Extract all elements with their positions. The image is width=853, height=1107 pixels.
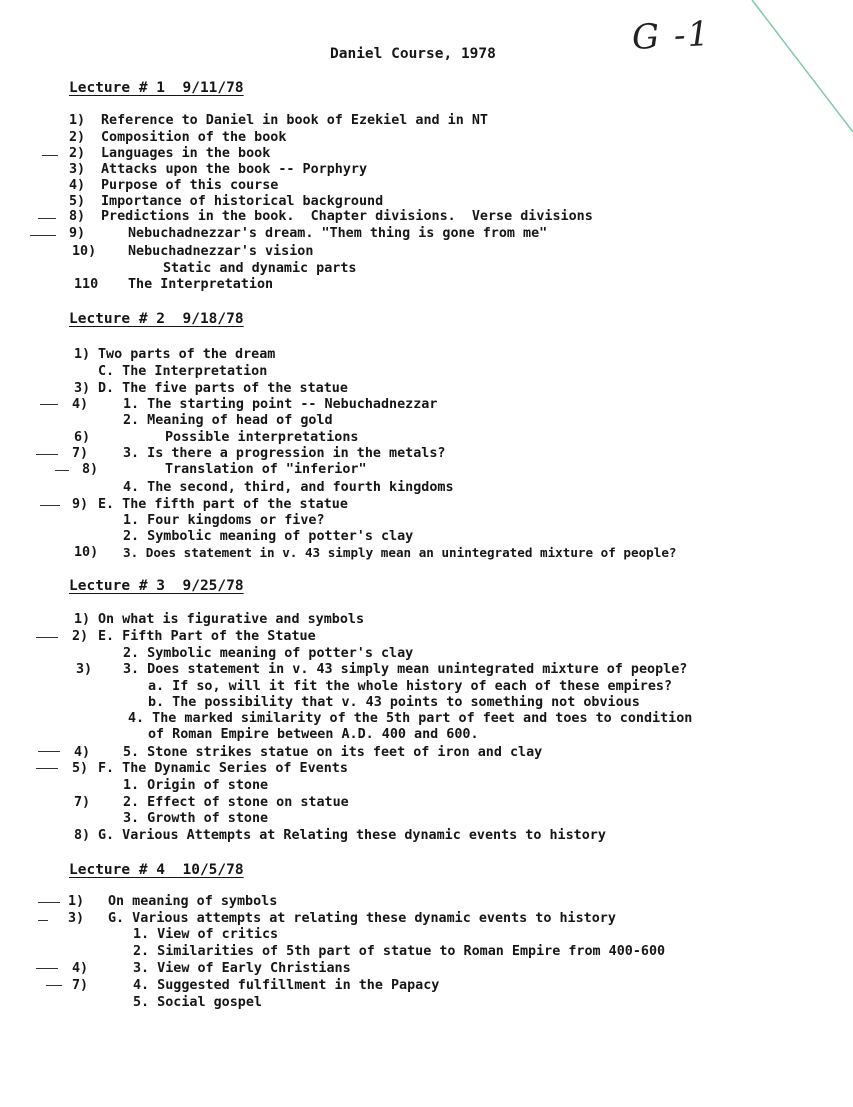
lecture-4-item: 5. Social gospel	[133, 995, 262, 1010]
lecture-3-item: a. If so, will it fit the whole history of each of these empires?	[148, 679, 673, 694]
lecture-1-item: Predictions in the book. Chapter divisions. Verse divisions	[101, 209, 593, 224]
lecture-2-item-number: 1)	[74, 347, 91, 362]
lecture-2-item: 3. Is there a progression in the metals?	[123, 446, 446, 461]
lecture-2-item: Two parts of the dream	[98, 347, 276, 362]
lecture-1-heading: Lecture # 1 9/11/78	[69, 80, 244, 96]
lecture-3-item-number: 5)	[72, 761, 89, 776]
lecture-1-item: Nebuchadnezzar's dream. "Them thing is gone from me"	[128, 226, 548, 241]
lecture-4-item: 3. View of Early Christians	[133, 961, 351, 976]
lecture-1-item-number: 3)	[69, 162, 86, 177]
lecture-3-item: 3. Does statement in v. 43 simply mean unintegrated mixture of people?	[123, 662, 688, 677]
lecture-3-item-number: 4)	[74, 745, 91, 760]
lecture-4-item-number: 7)	[72, 978, 89, 993]
lecture-1-item: Composition of the book	[101, 130, 287, 145]
lecture-4-heading: Lecture # 4 10/5/78	[69, 862, 244, 878]
lecture-1-item: Nebuchadnezzar's vision	[128, 244, 314, 259]
lecture-2-item: 2. Meaning of head of gold	[123, 413, 333, 428]
lecture-2-item-number: 9)	[72, 497, 89, 512]
lecture-3-item: G. Various Attempts at Relating these dynamic events to history	[98, 828, 606, 843]
lecture-3-item: 3. Growth of stone	[123, 811, 269, 826]
lecture-4-item: 1. View of critics	[133, 927, 279, 942]
lecture-1-item-number: 110	[74, 277, 99, 292]
margin-tick	[38, 902, 60, 903]
margin-tick	[40, 404, 58, 405]
lecture-3-item: 2. Effect of stone on statue	[123, 795, 349, 810]
lecture-1-item-number: 10)	[72, 244, 97, 259]
lecture-3-heading: Lecture # 3 9/25/78	[69, 578, 244, 594]
margin-tick	[38, 751, 60, 752]
lecture-1-item: Importance of historical background	[101, 194, 384, 209]
lecture-3-item-number: 3)	[76, 662, 93, 677]
lecture-2-item: Translation of "inferior"	[165, 462, 367, 477]
lecture-2-item: 3. Does statement in v. 43 simply mean an unintegrated mixture of people?	[123, 545, 677, 560]
lecture-2-item: 1. The starting point -- Nebuchadnezzar	[123, 397, 438, 412]
handwritten-mark: G -1	[631, 13, 713, 59]
lecture-4-item-number: 3)	[68, 911, 85, 926]
lecture-1-item-number: 2)	[69, 146, 86, 161]
lecture-1-item: The Interpretation	[128, 277, 274, 292]
lecture-4-item-number: 1)	[68, 894, 85, 909]
lecture-1-item-number: 4)	[69, 178, 86, 193]
lecture-2-item-number: 10)	[74, 545, 99, 560]
lecture-1-item: Static and dynamic parts	[163, 261, 357, 276]
lecture-2-item: 4. The second, third, and fourth kingdoms	[123, 480, 454, 495]
margin-tick	[55, 470, 69, 471]
lecture-2-item: D. The five parts of the statue	[98, 381, 348, 396]
lecture-1-item-number: 1)	[69, 113, 86, 128]
lecture-4-item: 4. Suggested fulfillment in the Papacy	[133, 978, 440, 993]
lecture-2-item-number: 4)	[72, 397, 89, 412]
margin-tick	[40, 505, 60, 506]
lecture-3-item: 2. Symbolic meaning of potter's clay	[123, 646, 414, 661]
lecture-1-item: Attacks upon the book -- Porphyry	[101, 162, 368, 177]
lecture-2-item: C. The Interpretation	[98, 364, 268, 379]
lecture-3-item-number: 2)	[72, 629, 89, 644]
lecture-2-item-number: 7)	[72, 446, 89, 461]
margin-tick	[38, 920, 48, 921]
lecture-4-item: 2. Similarities of 5th part of statue to Roman Empire from 400-600	[133, 944, 666, 959]
lecture-3-item: 1. Origin of stone	[123, 778, 269, 793]
margin-tick	[30, 235, 56, 236]
margin-tick	[36, 768, 58, 769]
document-title: Daniel Course, 1978	[330, 46, 496, 62]
margin-tick	[42, 155, 58, 156]
lecture-3-item: F. The Dynamic Series of Events	[98, 761, 348, 776]
lecture-1-item-number: 5)	[69, 194, 86, 209]
lecture-2-item: E. The fifth part of the statue	[98, 497, 348, 512]
margin-tick	[36, 637, 58, 638]
lecture-2-item-number: 8)	[82, 462, 99, 477]
lecture-2-item-number: 6)	[74, 430, 91, 445]
lecture-3-item: of Roman Empire between A.D. 400 and 600.	[148, 727, 479, 742]
lecture-3-item-number: 1)	[74, 612, 91, 627]
lecture-3-item: On what is figurative and symbols	[98, 612, 365, 627]
lecture-3-item-number: 8)	[74, 828, 91, 843]
margin-tick	[38, 218, 56, 219]
lecture-1-item: Reference to Daniel in book of Ezekiel and in NT	[101, 113, 488, 128]
lecture-3-item: E. Fifth Part of the Statue	[98, 629, 316, 644]
lecture-1-item-number: 2)	[69, 130, 86, 145]
lecture-1-item: Languages in the book	[101, 146, 271, 161]
lecture-4-item-number: 4)	[72, 961, 89, 976]
margin-tick	[36, 968, 58, 969]
lecture-3-item-number: 7)	[74, 795, 91, 810]
lecture-3-item: b. The possibility that v. 43 points to something not obvious	[148, 695, 640, 710]
lecture-3-item: 5. Stone strikes statue on its feet of iron and clay	[123, 745, 543, 760]
margin-tick	[36, 454, 58, 455]
lecture-3-item: 4. The marked similarity of the 5th part of feet and toes to condition	[128, 711, 693, 726]
lecture-4-item: G. Various attempts at relating these dynamic events to history	[108, 911, 616, 926]
lecture-1-item-number: 9)	[69, 226, 86, 241]
lecture-1-item: Purpose of this course	[101, 178, 279, 193]
lecture-2-item: 1. Four kingdoms or five?	[123, 513, 325, 528]
lecture-2-item-number: 3)	[74, 381, 91, 396]
lecture-1-item-number: 8)	[69, 209, 86, 224]
lecture-2-heading: Lecture # 2 9/18/78	[69, 311, 244, 327]
lecture-2-item: Possible interpretations	[165, 430, 359, 445]
margin-tick	[46, 985, 62, 986]
lecture-2-item: 2. Symbolic meaning of potter's clay	[123, 529, 414, 544]
lecture-4-item: On meaning of symbols	[108, 894, 278, 909]
